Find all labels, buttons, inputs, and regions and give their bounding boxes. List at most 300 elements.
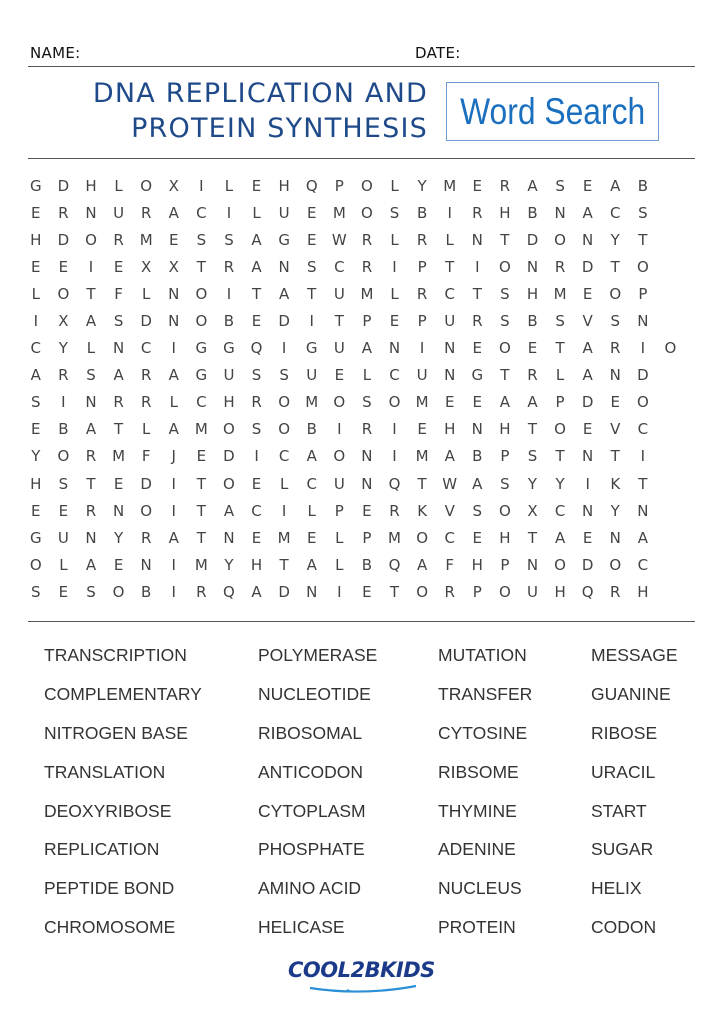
grid-letter: E (306, 203, 317, 222)
grid-letter: N (471, 230, 483, 249)
grid-bottom-divider (28, 621, 695, 622)
word-list (44, 640, 701, 951)
grid-letter: I (392, 420, 397, 439)
grid-letter: A (610, 176, 621, 195)
grid-letter: T (86, 284, 96, 303)
grid-letter: R (499, 176, 511, 195)
letter-grid (22, 172, 712, 606)
grid-letter: T (86, 474, 96, 493)
grid-letter: E (472, 339, 483, 358)
grid-letter: I (585, 474, 590, 493)
grid-letter: O (278, 393, 291, 412)
grid-letter: B (527, 203, 538, 222)
grid-letter: G (29, 176, 42, 195)
grid-letter: E (58, 257, 69, 276)
grid-letter: D (581, 393, 594, 412)
grid-letter: V (610, 420, 621, 439)
grid-letter: T (527, 528, 538, 547)
grid-letter: C (30, 339, 42, 358)
grid-letter: E (196, 447, 207, 466)
grid-letter: Y (610, 501, 620, 520)
grid-letter: D (140, 474, 152, 493)
grid-letter: T (638, 474, 648, 493)
grid-letter: N (278, 257, 290, 276)
grid-letter: U (278, 203, 290, 222)
grid-letter: N (168, 312, 180, 331)
grid-letter: S (472, 501, 483, 520)
grid-letter: L (169, 393, 178, 412)
grid-letter: N (582, 230, 594, 249)
grid-letter: M (112, 447, 126, 466)
grid-letter: D (57, 230, 70, 249)
grid-letter: R (58, 366, 69, 385)
grid-letter: O (195, 284, 208, 303)
grid-letter: S (527, 447, 538, 466)
grid-letter: I (309, 312, 314, 331)
grid-letter: R (527, 366, 538, 385)
grid-letter: I (88, 257, 94, 276)
grid-letter: H (223, 393, 235, 412)
grid-letter: L (390, 176, 399, 195)
grid-letter: T (196, 474, 206, 493)
grid-letter: E (362, 501, 372, 520)
logo-swoosh-icon (308, 982, 418, 996)
grid-letter: N (582, 501, 594, 520)
grid-letter: C (637, 555, 649, 574)
grid-letter: I (337, 420, 342, 439)
grid-letter: Q (305, 176, 318, 195)
grid-letter: E (251, 176, 262, 195)
grid-letter: O (498, 501, 511, 520)
grid-letter: R (610, 339, 621, 358)
word-list-item: TRANSLATION (44, 761, 166, 782)
grid-letter: S (306, 257, 317, 276)
grid-letter: I (254, 447, 259, 466)
word-list-item: DEOXYRIBOSE (44, 800, 172, 821)
grid-letter: D (526, 230, 539, 249)
word-list-item: NUCLEOTIDE (258, 683, 371, 704)
grid-letter: O (609, 555, 622, 574)
grid-letter: S (196, 230, 207, 249)
grid-letter: H (554, 582, 566, 601)
grid-letter: I (475, 257, 480, 276)
grid-letter: S (389, 203, 400, 222)
grid-letter: O (333, 447, 346, 466)
worksheet-title (30, 76, 428, 146)
grid-letter: M (332, 203, 346, 222)
word-list-item: HELIX (591, 878, 642, 899)
grid-letter: A (30, 366, 41, 385)
grid-letter: S (113, 312, 124, 331)
grid-letter: A (582, 203, 593, 222)
grid-letter: N (112, 339, 125, 358)
grid-letter: E (362, 582, 372, 601)
grid-letter: I (281, 501, 287, 520)
grid-letter: L (307, 501, 316, 520)
word-list-item: HELICASE (258, 917, 345, 938)
grid-letter: R (140, 366, 152, 385)
grid-letter: E (113, 474, 124, 493)
grid-letter: J (171, 447, 176, 466)
grid-letter: U (333, 284, 345, 303)
grid-letter: U (526, 582, 538, 601)
grid-letter: D (57, 176, 70, 195)
grid-letter: E (582, 176, 593, 195)
grid-letter: S (31, 393, 41, 412)
grid-letter: G (195, 339, 208, 358)
grid-letter: E (610, 393, 620, 412)
word-list-item: CYTOPLASM (258, 800, 366, 821)
grid-letter: O (195, 312, 208, 331)
grid-letter: I (226, 284, 232, 303)
grid-letter: Q (388, 555, 401, 574)
grid-letter: E (472, 393, 483, 412)
grid-letter: A (361, 339, 373, 358)
grid-letter: A (499, 393, 511, 412)
grid-letter: C (610, 203, 621, 222)
grid-letter: T (472, 284, 482, 303)
grid-letter: R (140, 203, 152, 222)
grid-letter: A (527, 393, 538, 412)
grid-letter: I (392, 257, 397, 276)
word-list-item: COMPLEMENTARY (44, 683, 202, 704)
grid-letter: L (114, 176, 123, 195)
grid-letter: R (223, 257, 235, 276)
grid-letter: T (527, 420, 538, 439)
word-list-item: NITROGEN BASE (44, 722, 188, 743)
grid-letter: P (472, 582, 482, 601)
grid-letter: O (223, 420, 235, 439)
grid-letter: R (85, 447, 97, 466)
grid-letter: E (251, 528, 262, 547)
grid-letter: A (582, 366, 593, 385)
grid-letter: N (444, 339, 456, 358)
grid-letter: C (444, 284, 455, 303)
grid-letter: R (361, 420, 373, 439)
grid-letter: C (444, 528, 455, 547)
grid-letter: M (277, 528, 291, 547)
grid-letter: N (609, 366, 621, 385)
grid-letter: S (279, 366, 289, 385)
grid-letter: I (171, 474, 176, 493)
grid-letter: L (555, 366, 565, 385)
grid-letter: A (306, 555, 317, 574)
word-list-item: START (591, 800, 647, 821)
grid-letter: H (526, 284, 539, 303)
grid-letter: N (168, 284, 180, 303)
grid-letter: M (443, 176, 457, 195)
word-list-item: CHROMOSOME (44, 917, 176, 938)
grid-letter: A (637, 528, 648, 547)
grid-letter: E (169, 230, 179, 249)
grid-letter: S (251, 420, 262, 439)
grid-letter: L (445, 230, 454, 249)
grid-letter: L (252, 203, 261, 222)
grid-letter: B (141, 582, 152, 601)
grid-letter: N (140, 555, 152, 574)
grid-letter: M (553, 284, 567, 303)
grid-letter: C (637, 420, 649, 439)
word-list-item: RIBOSOMAL (258, 722, 363, 743)
grid-letter: R (58, 203, 69, 222)
grid-letter: S (500, 284, 510, 303)
grid-letter: O (498, 582, 511, 601)
grid-letter: R (361, 230, 373, 249)
grid-letter: Y (224, 555, 234, 574)
grid-letter: A (416, 555, 428, 574)
grid-letter: H (85, 176, 97, 195)
grid-letter: Y (610, 230, 620, 249)
grid-letter: T (113, 420, 124, 439)
word-list-item: TRANSFER (438, 683, 533, 704)
grid-letter: N (85, 393, 97, 412)
grid-letter: T (196, 528, 206, 547)
grid-letter: O (554, 230, 566, 249)
grid-letter: M (360, 284, 374, 303)
grid-letter: N (609, 528, 621, 547)
grid-letter: A (85, 420, 97, 439)
grid-letter: L (86, 339, 96, 358)
grid-letter: P (417, 312, 427, 331)
grid-letter: K (417, 501, 428, 520)
word-search-badge-text: Word Search (459, 90, 646, 132)
grid-letter: U (333, 339, 345, 358)
grid-letter: X (141, 257, 152, 276)
grid-letter: X (527, 501, 538, 520)
grid-letter: E (306, 528, 317, 547)
grid-letter: A (472, 474, 483, 493)
grid-letter: I (61, 393, 66, 412)
grid-letter: P (334, 501, 344, 520)
grid-letter: R (113, 230, 124, 249)
grid-letter: R (416, 284, 428, 303)
grid-letter: A (168, 366, 179, 385)
grid-letter: A (444, 447, 455, 466)
grid-letter: E (582, 528, 593, 547)
grid-letter: B (306, 420, 317, 439)
grid-letter: Y (58, 339, 68, 358)
grid-letter: N (471, 420, 483, 439)
grid-letter: Q (223, 582, 235, 601)
word-list-item: NUCLEUS (438, 878, 522, 899)
grid-letter: I (171, 582, 176, 601)
logo-text: COOL2BKIDS (288, 958, 435, 982)
grid-letter: H (499, 528, 511, 547)
grid-letter: A (527, 176, 538, 195)
grid-letter: T (555, 339, 565, 358)
grid-letter: S (31, 582, 41, 601)
grid-letter: E (31, 203, 41, 222)
grid-letter: M (194, 555, 208, 574)
grid-letter: A (168, 528, 179, 547)
grid-letter: U (113, 203, 125, 222)
grid-letter: I (171, 555, 176, 574)
word-list-item: RIBOSE (591, 722, 658, 743)
grid-letter: N (85, 203, 97, 222)
grid-letter: O (554, 555, 566, 574)
grid-letter: P (362, 312, 372, 331)
grid-letter: N (361, 447, 373, 466)
grid-letter: N (526, 257, 539, 276)
grid-letter: O (498, 257, 511, 276)
grid-letter: L (362, 366, 372, 385)
grid-letter: P (555, 393, 565, 412)
grid-letter: N (361, 474, 373, 493)
grid-letter: L (59, 555, 68, 574)
grid-letter: T (279, 555, 289, 574)
grid-letter: T (445, 257, 455, 276)
grid-letter: G (195, 366, 208, 385)
grid-letter: X (168, 257, 179, 276)
grid-letter: A (279, 284, 290, 303)
grid-letter: U (57, 528, 69, 547)
grid-letter: O (57, 447, 70, 466)
grid-letter: O (636, 393, 649, 412)
grid-letter: I (337, 582, 342, 601)
grid-letter: L (335, 555, 344, 574)
grid-letter: S (555, 176, 565, 195)
grid-letter: D (278, 582, 290, 601)
grid-letter: O (57, 284, 70, 303)
grid-letter: A (168, 420, 179, 439)
grid-letter: R (140, 528, 152, 547)
grid-letter: K (610, 474, 621, 493)
grid-letter: D (581, 555, 594, 574)
grid-letter: D (140, 312, 152, 331)
grid-letter: W (331, 230, 347, 249)
grid-letter: L (390, 230, 399, 249)
grid-letter: D (278, 312, 290, 331)
grid-letter: L (141, 284, 151, 303)
grid-letter: E (251, 312, 262, 331)
word-list-item: TRANSCRIPTION (44, 645, 187, 665)
grid-letter: T (196, 257, 206, 276)
grid-letter: N (388, 339, 401, 358)
grid-letter: Y (555, 474, 565, 493)
grid-letter: S (555, 312, 565, 331)
title-line-2: PROTEIN SYNTHESIS (131, 113, 428, 144)
grid-letter: O (29, 555, 42, 574)
grid-letter: B (637, 176, 648, 195)
grid-letter: S (251, 366, 262, 385)
grid-letter: A (251, 230, 262, 249)
grid-letter: T (251, 284, 262, 303)
grid-letter: E (306, 230, 317, 249)
grid-letter: S (500, 474, 510, 493)
word-list-item: MESSAGE (591, 645, 678, 665)
grid-letter: R (472, 203, 483, 222)
grid-letter: H (278, 176, 290, 195)
grid-letter: C (140, 339, 152, 358)
grid-letter: I (392, 447, 397, 466)
grid-letter: M (415, 393, 429, 412)
grid-letter: C (306, 474, 317, 493)
grid-letter: T (196, 501, 206, 520)
word-list-item: AMINO ACID (258, 878, 362, 899)
grid-letter: I (199, 176, 204, 195)
grid-letter: H (444, 420, 456, 439)
grid-letter: P (362, 528, 372, 547)
grid-letter: A (85, 312, 97, 331)
grid-letter: I (281, 339, 287, 358)
grid-letter: C (334, 257, 345, 276)
grid-letter: S (610, 312, 621, 331)
word-list-item: MUTATION (438, 645, 527, 665)
grid-letter: M (139, 230, 153, 249)
grid-letter: A (223, 501, 235, 520)
word-list-item: RIBSOME (438, 761, 519, 782)
grid-letter: P (638, 284, 648, 303)
grid-letter: E (417, 420, 427, 439)
grid-letter: P (334, 176, 344, 195)
grid-letter: C (278, 447, 290, 466)
grid-letter: S (500, 312, 510, 331)
grid-letter: S (638, 203, 648, 222)
grid-letter: U (416, 366, 428, 385)
grid-letter: S (58, 474, 69, 493)
grid-letter: T (638, 230, 648, 249)
grid-letter: T (389, 582, 400, 601)
grid-letter: N (444, 366, 456, 385)
grid-letter: D (223, 447, 235, 466)
grid-letter: T (610, 447, 620, 466)
grid-letter: E (58, 582, 69, 601)
grid-letter: O (498, 339, 511, 358)
grid-letter: O (361, 176, 373, 195)
grid-letter: O (85, 230, 97, 249)
grid-letter: T (500, 366, 510, 385)
word-list-item: CODON (591, 917, 657, 938)
grid-letter: O (223, 474, 235, 493)
grid-letter: R (361, 257, 373, 276)
word-list-item: URACIL (591, 761, 656, 782)
grid-letter: H (499, 420, 511, 439)
grid-letter: O (140, 176, 153, 195)
grid-letter: I (447, 203, 452, 222)
grid-letter: E (251, 474, 262, 493)
grid-letter: M (194, 420, 208, 439)
grid-letter: F (114, 284, 123, 303)
grid-letter: N (637, 312, 649, 331)
grid-letter: X (58, 312, 69, 331)
grid-letter: L (31, 284, 40, 303)
grid-letter: C (196, 393, 207, 412)
grid-letter: T (555, 447, 565, 466)
grid-letter: V (444, 501, 455, 520)
grid-letter: O (416, 582, 429, 601)
word-list-item: PROTEIN (438, 917, 516, 938)
grid-letter: T (307, 284, 317, 303)
grid-letter: N (582, 447, 594, 466)
grid-letter: T (500, 230, 510, 249)
title-line-1: DNA REPLICATION AND (92, 78, 428, 109)
grid-letter: F (445, 555, 455, 574)
grid-letter: U (444, 312, 456, 331)
grid-letter: S (362, 393, 372, 412)
grid-letter: M (415, 447, 429, 466)
grid-letter: I (33, 312, 39, 331)
grid-letter: H (499, 203, 511, 222)
grid-letter: H (637, 582, 649, 601)
grid-letter: G (305, 339, 318, 358)
word-list-item: ANTICODON (258, 761, 363, 782)
grid-letter: Y (527, 474, 538, 493)
grid-letter: A (251, 582, 262, 601)
grid-letter: C (389, 366, 400, 385)
grid-letter: R (416, 230, 428, 249)
grid-letter: N (223, 528, 235, 547)
grid-letter: R (113, 393, 124, 412)
